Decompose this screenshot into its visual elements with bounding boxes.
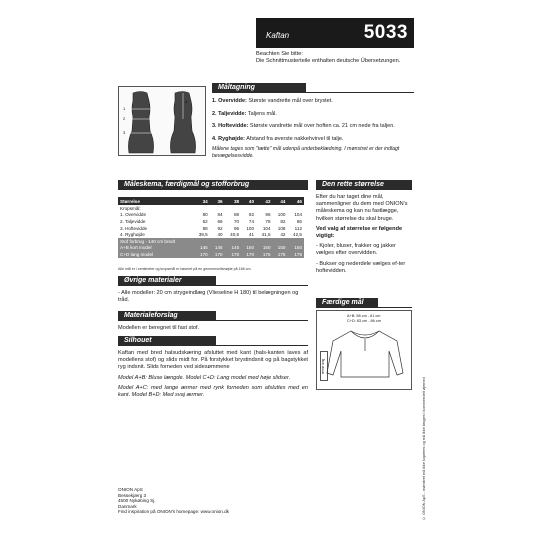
- measure-list: [212, 98, 412, 148]
- size-table: [118, 197, 304, 258]
- table-row: 3. Hoftevidde 88 92 96 100 104 108 112: [120, 225, 302, 231]
- rette-heading: Den rette størrelse: [316, 180, 412, 190]
- faerdige-heading: Færdige mål: [316, 298, 378, 308]
- address-line: 4500 Nykøbing Sj.: [118, 498, 156, 504]
- silhouet-paragraph: Model A+C: med lange ærmer med rynk forneden som afsluttes med en kant. Model B+D: Med svaj ærmer.: [118, 384, 308, 399]
- address-line: Find inspiration på ONION's homepage: www.onion.dk: [118, 509, 229, 515]
- size-table-header: Størrelse 34 36 38 40 42 44 46: [120, 198, 302, 204]
- kaftan-sketch-icon: [317, 311, 413, 391]
- sleeve-length-label: ærme lang: [320, 351, 328, 381]
- table-footnote: Alle mål er i centimeter og kropsmål er baseret på en gennemsnitshøjde på 168 cm.: [118, 267, 252, 271]
- rette-text: [316, 194, 412, 278]
- silhouet-paragraph: Model A+B: Bluse længde. Model C+D: Lang model med høje slidser.: [118, 374, 291, 381]
- company-address: [118, 487, 318, 515]
- table-row: 4. Ryghøjde 39,5 40 40,5 41 41,5 42 42,5: [120, 232, 302, 238]
- svg-text:1: 1: [123, 106, 126, 111]
- pattern-title-bar: [256, 18, 414, 48]
- svg-text:3: 3: [123, 130, 126, 135]
- maaleskema-heading: Måleskema, færdigmål og stofforbrug: [118, 180, 308, 190]
- address-line: Bessekjærg 3: [118, 492, 147, 498]
- svg-text:2: 2: [123, 116, 126, 121]
- svg-text:4: 4: [185, 99, 188, 104]
- maaltagning-heading: Måltagning: [212, 83, 306, 93]
- finished-garment-drawing: [316, 310, 412, 390]
- measure-item: 4. Ryghøjde: Afstand fra øverste nakkehvirvel til talje.: [212, 135, 344, 142]
- body-measure-figure: [118, 86, 206, 156]
- finished-measure-ab: A+B: 58 cm - 61 cm: [347, 314, 381, 318]
- silhouet-paragraph: Kaftan med bred halsudskæring afsluttet med kant (hals-kanten laves af modellens stof) og slids midt for. På forstykket brystindsnit og på bagstykket ryg indsnit. Slids forneden ved sidesømmene: [118, 350, 308, 371]
- materiale-rule: [216, 320, 308, 321]
- oevrige-rule: [216, 285, 308, 286]
- oevrige-text: - Alle modeller: 20 cm strygeindlæg (Vlieseline H 180) til belægningen og tråd.: [118, 290, 299, 304]
- pattern-name: Kaftan: [266, 31, 290, 40]
- notice-line-1: Beachten Sie bitte:: [256, 51, 303, 57]
- body-silhouette-icon: [119, 87, 207, 157]
- measure-note: Målene tages som "tætte" mål udenpå underbeklædning. I mønstret er der indlagt bevægelsesvidde.: [212, 146, 400, 159]
- silhouet-rule: [216, 345, 308, 346]
- table-row: A+B kort model 145 145 145 150 150 150 150: [120, 245, 302, 251]
- measure-item: 3. Hoftevidde: Største vandrette mål over hoften ca. 21 cm nede fra taljen.: [212, 123, 395, 129]
- table-row: Kropsmål:: [120, 205, 141, 211]
- notice-line-2: Die Schnittmusterteile enthalten deutsche Übersetzungen.: [256, 58, 401, 65]
- address-line: ONION ApS: [118, 487, 143, 492]
- silhouet-text: [118, 350, 308, 402]
- faerdige-rule: [378, 307, 412, 308]
- rette-paragraph: Ved valg af størrelse er følgende vigtigt:: [316, 225, 403, 240]
- finished-measure-cd: C+D: 83 cm - 86 cm: [347, 319, 381, 323]
- materiale-heading: Materialeforslag: [118, 311, 216, 321]
- materiale-text: Modellen er beregnet til fast stof.: [118, 325, 200, 331]
- measure-item: 1. Overvidde: Største vandrette mål over brystet.: [212, 98, 333, 104]
- table-row: C+D lang model 170 170 170 170 175 175 175: [120, 251, 302, 257]
- table-row: 2. Taljevidde 62 66 70 74 78 82 86: [120, 218, 302, 224]
- oevrige-heading: Øvrige materialer: [118, 276, 216, 286]
- pattern-number: 5033: [363, 22, 408, 43]
- measure-item: 2. Taljevidde: Taljens mål.: [212, 110, 277, 117]
- address-line: Danmark: [118, 503, 137, 509]
- rette-paragraph: - Bukser og nederdele vælges ef-ter hoftevidden.: [316, 260, 406, 274]
- table-row: 1. Overvidde 80 84 88 92 96 100 104: [120, 212, 302, 218]
- maaltagning-rule: [306, 92, 414, 93]
- german-notice: [256, 51, 416, 65]
- table-row: Stof forbrug - 140 cm bredt: [118, 238, 304, 245]
- silhouet-heading: Silhouet: [118, 336, 216, 346]
- rette-paragraph: - Kjoler, bluser, frakker og jakker vælges efter overvidden.: [316, 243, 396, 257]
- copyright-text: © ONION ApS - mønstret må ikke kopieres og må ikke bruges i kommercielt øjemed: [422, 377, 426, 520]
- rette-paragraph: Efter du har taget dine mål, sammenligner du dem med ONION's måleskema og kan nu fastlægge, hvilken størrelse du skal bruge.: [316, 194, 408, 222]
